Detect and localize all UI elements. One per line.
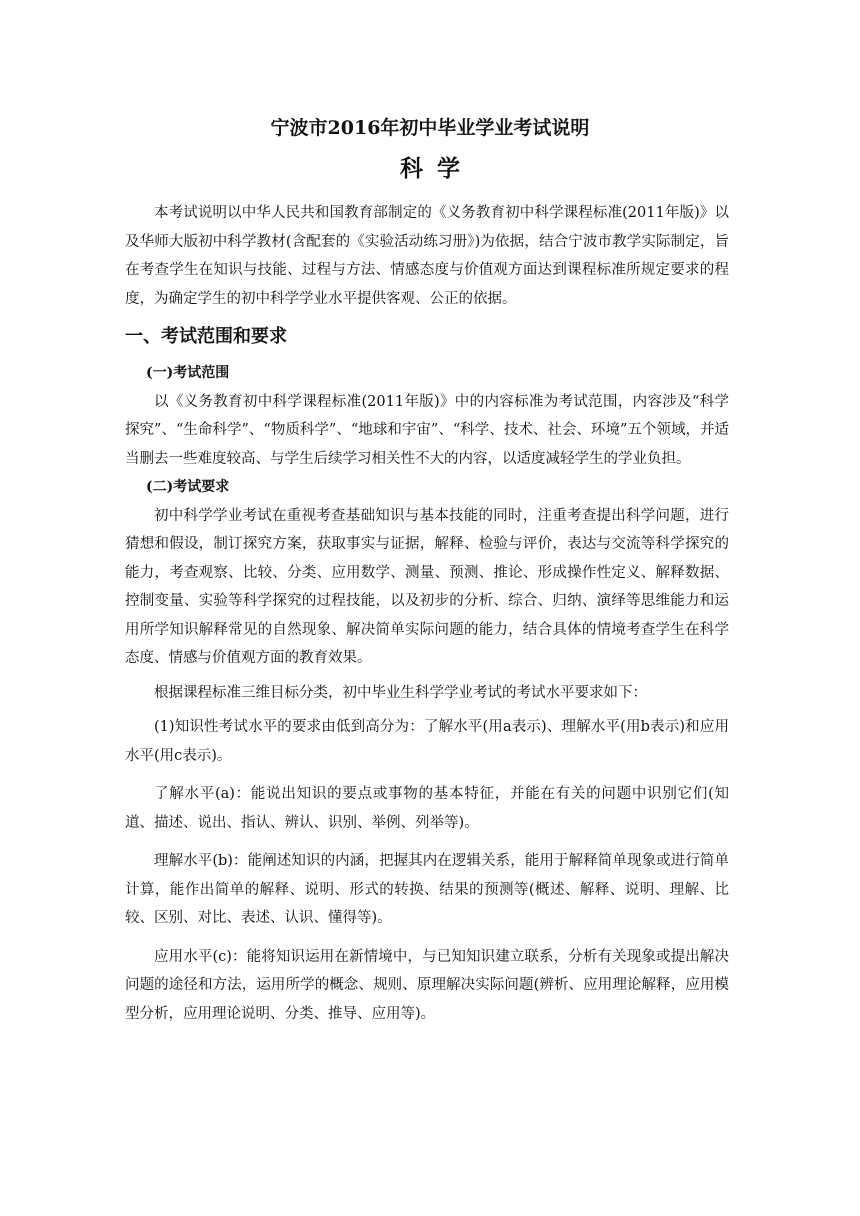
document-body [125,199,729,1028]
scope-paragraph: 以《义务教育初中科学课程标准(2011年版)》中的内容标准为考试范围，内容涉及“科学探究”、“生命科学”、“物质科学”、“地球和宇宙”、“科学、技术、社会、环境”五个领域，并适当删去一些难度较高、与学生后续学习相关性不大的内容，以适度减轻学生的学业负担。 [125,393,729,467]
subject-title: 科学 [400,155,474,182]
level-c-paragraph: 应用水平(c)：能将知识运用在新情境中，与已知知识建立联系，分析有关现象或提出解决问题的途径和方法，运用所学的概念、规则、原理解决实际问题(辨析、应用理论解释，应用模型分析，应用理论说明、分类、推导、应用等)。 [125,948,729,1022]
scope-heading: (一)考试范围 [146,365,230,381]
intro-paragraph: 本考试说明以中华人民共和国教育部制定的《义务教育初中科学课程标准(2011年版)》以及华师大版初中科学教材(含配套的《实验活动练习册》)为依据，结合宁波市教学实际制定，旨在考查学生在知识与技能、过程与方法、情感态度与价值观方面达到课程标准所规定要求的程度，为确定学生的初中科学学业水平提供客观、公正的依据。 [125,205,729,307]
knowledge-levels-paragraph: (1)知识性考试水平的要求由低到高分为：了解水平(用a表示)、理解水平(用b表示)和应用水平(用c表示)。 [125,719,729,764]
level-b-paragraph: 理解水平(b)：能阐述知识的内涵，把握其内在逻辑关系，能用于解释简单现象或进行简单计算，能作出简单的解释、说明、形式的转换、结果的预测等(概述、解释、说明、理解、比较、区别、对比、表述、认识、懂得等)。 [125,853,729,926]
level-a-paragraph: 了解水平(a)：能说出知识的要点或事物的基本特征，并能在有关的问题中识别它们(知道、描述、说出、指认、辨认、识别、举例、列举等)。 [125,786,729,831]
requirements-paragraph: 初中科学学业考试在重视考查基础知识与基本技能的同时，注重考查提出科学问题，进行猜想和假设，制订探究方案，获取事实与证据，解释、检验与评价，表达与交流等科学探究的能力，考查观察、比较、分类、应用数学、测量、预测、推论、形成操作性定义、解释数据、控制变量、实验等科学探究的过程技能，以及初步的分析、综合、归纳、演绎等思维能力和运用所学知识解释常见的自然现象、解决简单实际问题的能力，结合具体的情境考查学生在科学态度、情感与价值观方面的教育效果。 [125,507,729,666]
document-title: 宁波市2016年初中毕业学业考试说明 [270,117,590,139]
requirements-heading: (二)考试要求 [146,479,230,495]
levels-intro-paragraph: 根据课程标准三维目标分类，初中毕业生科学学业考试的考试水平要求如下： [154,684,647,701]
section-heading: 一、考试范围和要求 [125,326,287,347]
